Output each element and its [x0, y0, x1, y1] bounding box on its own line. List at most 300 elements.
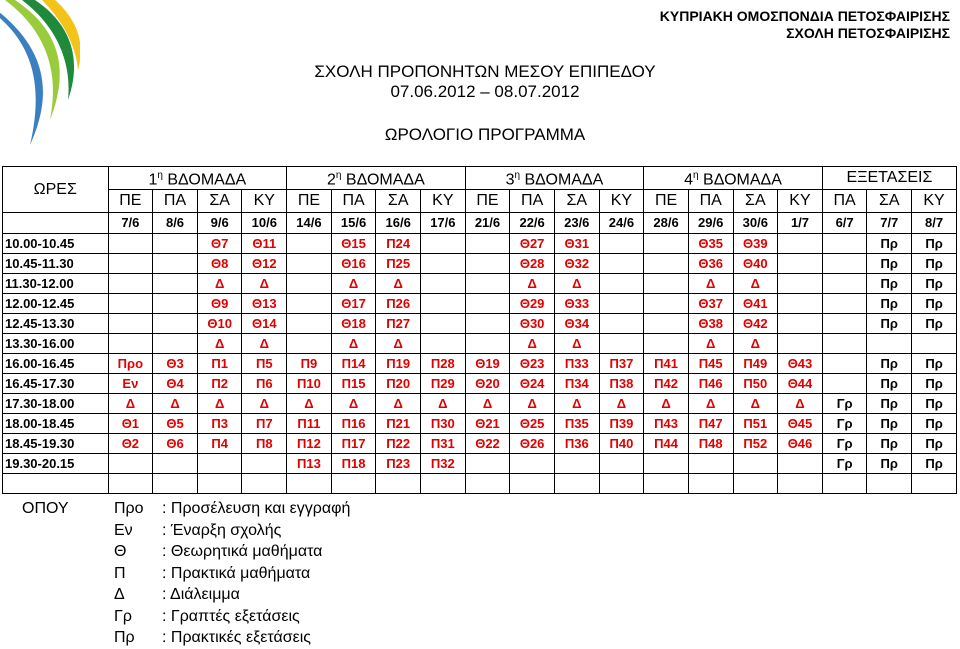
time-slot: 18.00-18.45: [3, 414, 109, 434]
week-header: [108, 167, 287, 190]
schedule-cell: [778, 314, 823, 334]
schedule-cell: Δ: [778, 394, 823, 414]
schedule-cell: Θ5: [153, 414, 198, 434]
day-name: ΣΑ: [197, 190, 242, 213]
week-label: ΒΔΟΜΑΔΑ: [698, 171, 782, 189]
day-name: ΠΕ: [287, 190, 332, 213]
schedule-cell: Δ: [688, 394, 733, 414]
day-date: 22/6: [510, 213, 555, 234]
schedule-cell: [912, 474, 957, 494]
day-name: ΠΑ: [688, 190, 733, 213]
schedule-cell: [644, 274, 689, 294]
schedule-cell: [554, 454, 599, 474]
schedule-cell: [287, 294, 332, 314]
schedule-cell: [599, 234, 644, 254]
schedule-cell: Θ26: [510, 434, 555, 454]
schedule-cell: [153, 234, 198, 254]
schedule-cell: [554, 474, 599, 494]
schedule-cell: Πρ: [867, 454, 912, 474]
day-name: ΠΑ: [153, 190, 198, 213]
schedule-cell: Θ17: [331, 294, 376, 314]
legend-item: [114, 520, 281, 542]
course-dates: 07.06.2012 – 08.07.2012: [390, 82, 580, 101]
schedule-cell: Πρ: [912, 254, 957, 274]
schedule-cell: Δ: [688, 334, 733, 354]
course-header: [250, 62, 720, 102]
schedule-cell: Π21: [376, 414, 421, 434]
week-ordinal: η: [693, 170, 699, 181]
schedule-cell: Δ: [242, 274, 287, 294]
week-ordinal: η: [157, 170, 163, 181]
schedule-cell: Θ38: [688, 314, 733, 334]
schedule-cell: Π51: [733, 414, 778, 434]
schedule-cell: [465, 334, 510, 354]
legend-item: [114, 563, 310, 585]
day-date: 9/6: [197, 213, 242, 234]
schedule-cell: [287, 474, 332, 494]
schedule-cell: [108, 314, 153, 334]
schedule-cell: Π2: [197, 374, 242, 394]
schedule-cell: Δ: [733, 394, 778, 414]
schedule-cell: Π32: [421, 454, 466, 474]
schedule-cell: Π24: [376, 234, 421, 254]
schedule-cell: Π16: [331, 414, 376, 434]
schedule-cell: Π14: [331, 354, 376, 374]
schedule-cell: Πρ: [912, 354, 957, 374]
schedule-cell: Π22: [376, 434, 421, 454]
schedule-cell: [421, 294, 466, 314]
schedule-cell: Π41: [644, 354, 689, 374]
schedule-cell: [733, 454, 778, 474]
schedule-cell: [421, 254, 466, 274]
day-date: 6/7: [822, 213, 867, 234]
schedule-cell: [778, 334, 823, 354]
schedule-cell: Θ44: [778, 374, 823, 394]
schedule-cell: [644, 474, 689, 494]
table-row: [3, 374, 957, 394]
course-name: ΣΧΟΛΗ ΠΡΟΠΟΝΗΤΩΝ ΜΕΣΟΥ ΕΠΙΠΕΔΟΥ: [314, 62, 656, 81]
schedule-cell: Π37: [599, 354, 644, 374]
schedule-cell: Γρ: [822, 394, 867, 414]
day-names-row: [3, 190, 957, 213]
week-number: 4: [684, 171, 694, 189]
legend-abbr: Γρ: [114, 607, 132, 625]
time-slot: 16.45-17.30: [3, 374, 109, 394]
schedule-cell: Πρ: [867, 254, 912, 274]
program-title: ΩΡΟΛΟΓΙΟ ΠΡΟΓΡΑΜΜΑ: [384, 125, 586, 144]
schedule-cell: Π40: [599, 434, 644, 454]
schedule-cell: Θ41: [733, 294, 778, 314]
schedule-cell: [688, 454, 733, 474]
legend-label: ΟΠΟΥ: [22, 500, 69, 517]
table-row: [3, 334, 957, 354]
schedule-cell: Δ: [554, 394, 599, 414]
schedule-cell: [421, 474, 466, 494]
schedule-cell: Π18: [331, 454, 376, 474]
day-date: 15/6: [331, 213, 376, 234]
schedule-cell: Δ: [421, 394, 466, 414]
week-header: [287, 167, 466, 190]
day-date: 8/7: [912, 213, 957, 234]
schedule-cell: Δ: [510, 394, 555, 414]
schedule-cell: Πρ: [912, 294, 957, 314]
schedule-cell: Εν: [108, 374, 153, 394]
week-label: ΒΔΟΜΑΔΑ: [341, 171, 425, 189]
schedule-cell: Θ31: [554, 234, 599, 254]
schedule-cell: Θ12: [242, 254, 287, 274]
schedule-cell: [465, 254, 510, 274]
schedule-cell: Θ33: [554, 294, 599, 314]
schedule-cell: [599, 254, 644, 274]
time-slot: 19.30-20.15: [3, 454, 109, 474]
schedule-cell: Θ8: [197, 254, 242, 274]
day-date: 7/6: [108, 213, 153, 234]
schedule-cell: Δ: [108, 394, 153, 414]
schedule-cell: Θ24: [510, 374, 555, 394]
schedule-cell: Θ3: [153, 354, 198, 374]
schedule-cell: Π28: [421, 354, 466, 374]
schedule-cell: Π4: [197, 434, 242, 454]
schedule-cell: [153, 454, 198, 474]
schedule-cell: [153, 254, 198, 274]
schedule-cell: [153, 274, 198, 294]
schedule-cell: Θ25: [510, 414, 555, 434]
schedule-cell: Π49: [733, 354, 778, 374]
legend-item: [114, 584, 240, 606]
schedule-cell: [108, 474, 153, 494]
schedule-cell: [822, 474, 867, 494]
schedule-cell: Πρ: [912, 454, 957, 474]
schedule-cell: Δ: [376, 394, 421, 414]
schedule-cell: Πρ: [867, 354, 912, 374]
legend-item: [114, 541, 322, 563]
schedule-cell: Π48: [688, 434, 733, 454]
day-name: ΣΑ: [376, 190, 421, 213]
schedule-cell: Δ: [331, 394, 376, 414]
schedule-cell: Δ: [554, 334, 599, 354]
schedule-cell: Θ37: [688, 294, 733, 314]
schedule-cell: [421, 314, 466, 334]
schedule-cell: [242, 454, 287, 474]
schedule-cell: Θ4: [153, 374, 198, 394]
schedule-cell: [822, 314, 867, 334]
schedule-cell: Π27: [376, 314, 421, 334]
schedule-cell: [599, 474, 644, 494]
schedule-cell: [376, 474, 421, 494]
date-blank: [3, 213, 109, 234]
schedule-cell: Θ20: [465, 374, 510, 394]
legend-abbr: Δ: [114, 586, 125, 603]
schedule-cell: Π5: [242, 354, 287, 374]
table-row: [3, 434, 957, 454]
schedule-cell: [287, 334, 332, 354]
day-date: 23/6: [554, 213, 599, 234]
schedule-cell: [465, 454, 510, 474]
schedule-cell: Π20: [376, 374, 421, 394]
schedule-cell: Θ10: [197, 314, 242, 334]
day-date: 30/6: [733, 213, 778, 234]
schedule-cell: Πρ: [867, 414, 912, 434]
schedule-cell: Δ: [197, 274, 242, 294]
table-row: [3, 294, 957, 314]
schedule-cell: Δ: [197, 334, 242, 354]
schedule-cell: [912, 334, 957, 354]
schedule-cell: Θ28: [510, 254, 555, 274]
schedule-cell: [108, 274, 153, 294]
schedule-cell: Θ19: [465, 354, 510, 374]
table-row: [3, 254, 957, 274]
schedule-cell: [287, 274, 332, 294]
day-date: 17/6: [421, 213, 466, 234]
legend-text: : Έναρξη σχολής: [162, 521, 282, 539]
week-ordinal: η: [335, 170, 342, 181]
day-name: ΠΕ: [644, 190, 689, 213]
day-date: 21/6: [465, 213, 510, 234]
schedule-cell: Πρ: [867, 434, 912, 454]
federation-logo: [0, 0, 80, 150]
schedule-cell: [822, 374, 867, 394]
schedule-cell: Θ36: [688, 254, 733, 274]
schedule-cell: Π39: [599, 414, 644, 434]
table-row: [3, 314, 957, 334]
legend-item: [114, 606, 300, 628]
schedule-cell: Π33: [554, 354, 599, 374]
schedule-cell: Πρ: [912, 414, 957, 434]
time-slot: 13.30-16.00: [3, 334, 109, 354]
schedule-cell: Π50: [733, 374, 778, 394]
schedule-cell: Πρ: [912, 314, 957, 334]
schedule-cell: Πρ: [867, 274, 912, 294]
schedule-cell: [778, 234, 823, 254]
schedule-cell: [644, 254, 689, 274]
time-slot: 10.00-10.45: [3, 234, 109, 254]
schedule-cell: Π36: [554, 434, 599, 454]
week-header: ΕΞΕΤΑΣΕΙΣ: [822, 167, 956, 190]
schedule-cell: Π17: [331, 434, 376, 454]
schedule-cell: [510, 454, 555, 474]
schedule-cell: [644, 334, 689, 354]
schedule-cell: Π46: [688, 374, 733, 394]
schedule-cell: [599, 274, 644, 294]
schedule-cell: [421, 274, 466, 294]
schedule-cell: [733, 474, 778, 494]
schedule-cell: [197, 454, 242, 474]
schedule-cell: Πρ: [912, 274, 957, 294]
schedule-cell: Θ35: [688, 234, 733, 254]
schedule-cell: [778, 454, 823, 474]
schedule-cell: [644, 294, 689, 314]
legend-abbr: Πρ: [114, 629, 135, 646]
schedule-cell: Πρ: [867, 374, 912, 394]
schedule-cell: [108, 294, 153, 314]
week-number: 3: [505, 171, 515, 189]
legend-abbr: Προ: [114, 500, 144, 517]
schedule-cell: Π43: [644, 414, 689, 434]
schedule-cell: [778, 294, 823, 314]
schedule-cell: Πρ: [912, 394, 957, 414]
day-date: 29/6: [688, 213, 733, 234]
week-ordinal: η: [514, 170, 521, 181]
schedule-cell: Θ13: [242, 294, 287, 314]
schedule-cell: Θ29: [510, 294, 555, 314]
schedule-cell: Π3: [197, 414, 242, 434]
schedule-cell: Δ: [599, 394, 644, 414]
schedule-cell: Δ: [510, 274, 555, 294]
schedule-cell: Π10: [287, 374, 332, 394]
schedule-cell: Δ: [242, 394, 287, 414]
day-name: ΣΑ: [733, 190, 778, 213]
week-number: 2: [327, 171, 336, 189]
schedule-cell: [108, 334, 153, 354]
schedule-cell: Π7: [242, 414, 287, 434]
schedule-cell: Δ: [376, 334, 421, 354]
time-slot: 17.30-18.00: [3, 394, 109, 414]
schedule-cell: Πρ: [912, 374, 957, 394]
day-name: ΚΥ: [912, 190, 957, 213]
schedule-cell: Θ9: [197, 294, 242, 314]
schedule-cell: Θ42: [733, 314, 778, 334]
schedule-cell: Π1: [197, 354, 242, 374]
day-name: ΚΥ: [242, 190, 287, 213]
schedule-cell: Θ39: [733, 234, 778, 254]
schedule-cell: Π44: [644, 434, 689, 454]
schedule-cell: Θ11: [242, 234, 287, 254]
schedule-cell: [688, 474, 733, 494]
schedule-cell: Θ7: [197, 234, 242, 254]
schedule-cell: [822, 354, 867, 374]
legend-text: : Γραπτές εξετάσεις: [162, 607, 300, 625]
schedule-cell: [287, 314, 332, 334]
legend-abbr: Εν: [114, 521, 133, 539]
schedule-cell: [822, 254, 867, 274]
schedule-cell: [197, 474, 242, 494]
schedule-table: [2, 166, 957, 494]
schedule-cell: [287, 234, 332, 254]
schedule-cell: Π23: [376, 454, 421, 474]
schedule-cell: Γρ: [822, 434, 867, 454]
schedule-cell: Πρ: [867, 234, 912, 254]
schedule-cell: Π25: [376, 254, 421, 274]
day-name: ΠΕ: [108, 190, 153, 213]
schedule-cell: Δ: [554, 274, 599, 294]
schedule-cell: [421, 334, 466, 354]
schedule-cell: [242, 474, 287, 494]
day-name: ΠΑ: [331, 190, 376, 213]
schedule-cell: [108, 234, 153, 254]
schedule-cell: Θ30: [510, 314, 555, 334]
schedule-cell: [510, 474, 555, 494]
day-date: 24/6: [599, 213, 644, 234]
schedule-cell: Δ: [733, 334, 778, 354]
schedule-cell: [778, 274, 823, 294]
day-name: ΚΥ: [778, 190, 823, 213]
day-date: 16/6: [376, 213, 421, 234]
schedule-cell: Δ: [331, 334, 376, 354]
schedule-cell: [599, 454, 644, 474]
week-header-row: [3, 167, 957, 190]
schedule-cell: [421, 234, 466, 254]
schedule-cell: Π19: [376, 354, 421, 374]
week-label: ΒΔΟΜΑΔΑ: [520, 171, 604, 189]
table-row: [3, 354, 957, 374]
time-slot: 11.30-12.00: [3, 274, 109, 294]
schedule-cell: [822, 234, 867, 254]
schedule-cell: Π12: [287, 434, 332, 454]
schedule-cell: Π35: [554, 414, 599, 434]
schedule-cell: Π34: [554, 374, 599, 394]
time-slot: 18.45-19.30: [3, 434, 109, 454]
schedule-cell: [287, 254, 332, 274]
school-name: ΣΧΟΛΗ ΠΕΤΟΣΦΑΙΡΙΣΗΣ: [786, 25, 950, 41]
time-slot: 10.45-11.30: [3, 254, 109, 274]
day-name: ΣΑ: [554, 190, 599, 213]
schedule-cell: Γρ: [822, 414, 867, 434]
week-header: [644, 167, 823, 190]
legend-text: : Πρακτικές εξετάσεις: [162, 629, 312, 646]
schedule-cell: [822, 294, 867, 314]
schedule-cell: Δ: [153, 394, 198, 414]
schedule-cell: [465, 314, 510, 334]
day-name: ΠΑ: [822, 190, 867, 213]
schedule-cell: Π15: [331, 374, 376, 394]
schedule-cell: [153, 334, 198, 354]
schedule-cell: Π26: [376, 294, 421, 314]
schedule-cell: Θ21: [465, 414, 510, 434]
table-row: [3, 234, 957, 254]
schedule-cell: [644, 454, 689, 474]
schedule-cell: Π30: [421, 414, 466, 434]
schedule-cell: [599, 334, 644, 354]
legend-abbr: Θ: [114, 543, 127, 560]
schedule-cell: Θ16: [331, 254, 376, 274]
schedule-cell: [778, 254, 823, 274]
week-number: 1: [148, 171, 158, 189]
schedule-cell: Θ43: [778, 354, 823, 374]
schedule-cell: Π11: [287, 414, 332, 434]
schedule-cell: Θ1: [108, 414, 153, 434]
schedule-cell: Π6: [242, 374, 287, 394]
day-name: ΚΥ: [421, 190, 466, 213]
schedule-cell: [153, 314, 198, 334]
schedule-cell: Θ40: [733, 254, 778, 274]
schedule-cell: Δ: [733, 274, 778, 294]
time-slot: [3, 474, 109, 494]
schedule-cell: [331, 474, 376, 494]
schedule-cell: Π47: [688, 414, 733, 434]
table-row: [3, 394, 957, 414]
schedule-cell: [644, 314, 689, 334]
schedule-cell: Δ: [242, 334, 287, 354]
schedule-cell: [153, 474, 198, 494]
table-row: [3, 454, 957, 474]
schedule-cell: Θ32: [554, 254, 599, 274]
schedule-cell: Θ14: [242, 314, 287, 334]
schedule-cell: Θ2: [108, 434, 153, 454]
legend-text: : Διάλειμμα: [162, 586, 240, 603]
schedule-cell: Θ27: [510, 234, 555, 254]
day-name: ΠΕ: [465, 190, 510, 213]
schedule-cell: [822, 334, 867, 354]
legend-item: [114, 498, 350, 520]
time-slot: 12.45-13.30: [3, 314, 109, 334]
schedule-cell: Θ45: [778, 414, 823, 434]
schedule-cell: Γρ: [822, 454, 867, 474]
schedule-cell: Π8: [242, 434, 287, 454]
schedule-cell: Πρ: [867, 394, 912, 414]
schedule-cell: [867, 334, 912, 354]
schedule-cell: Π13: [287, 454, 332, 474]
schedule-cell: Δ: [287, 394, 332, 414]
